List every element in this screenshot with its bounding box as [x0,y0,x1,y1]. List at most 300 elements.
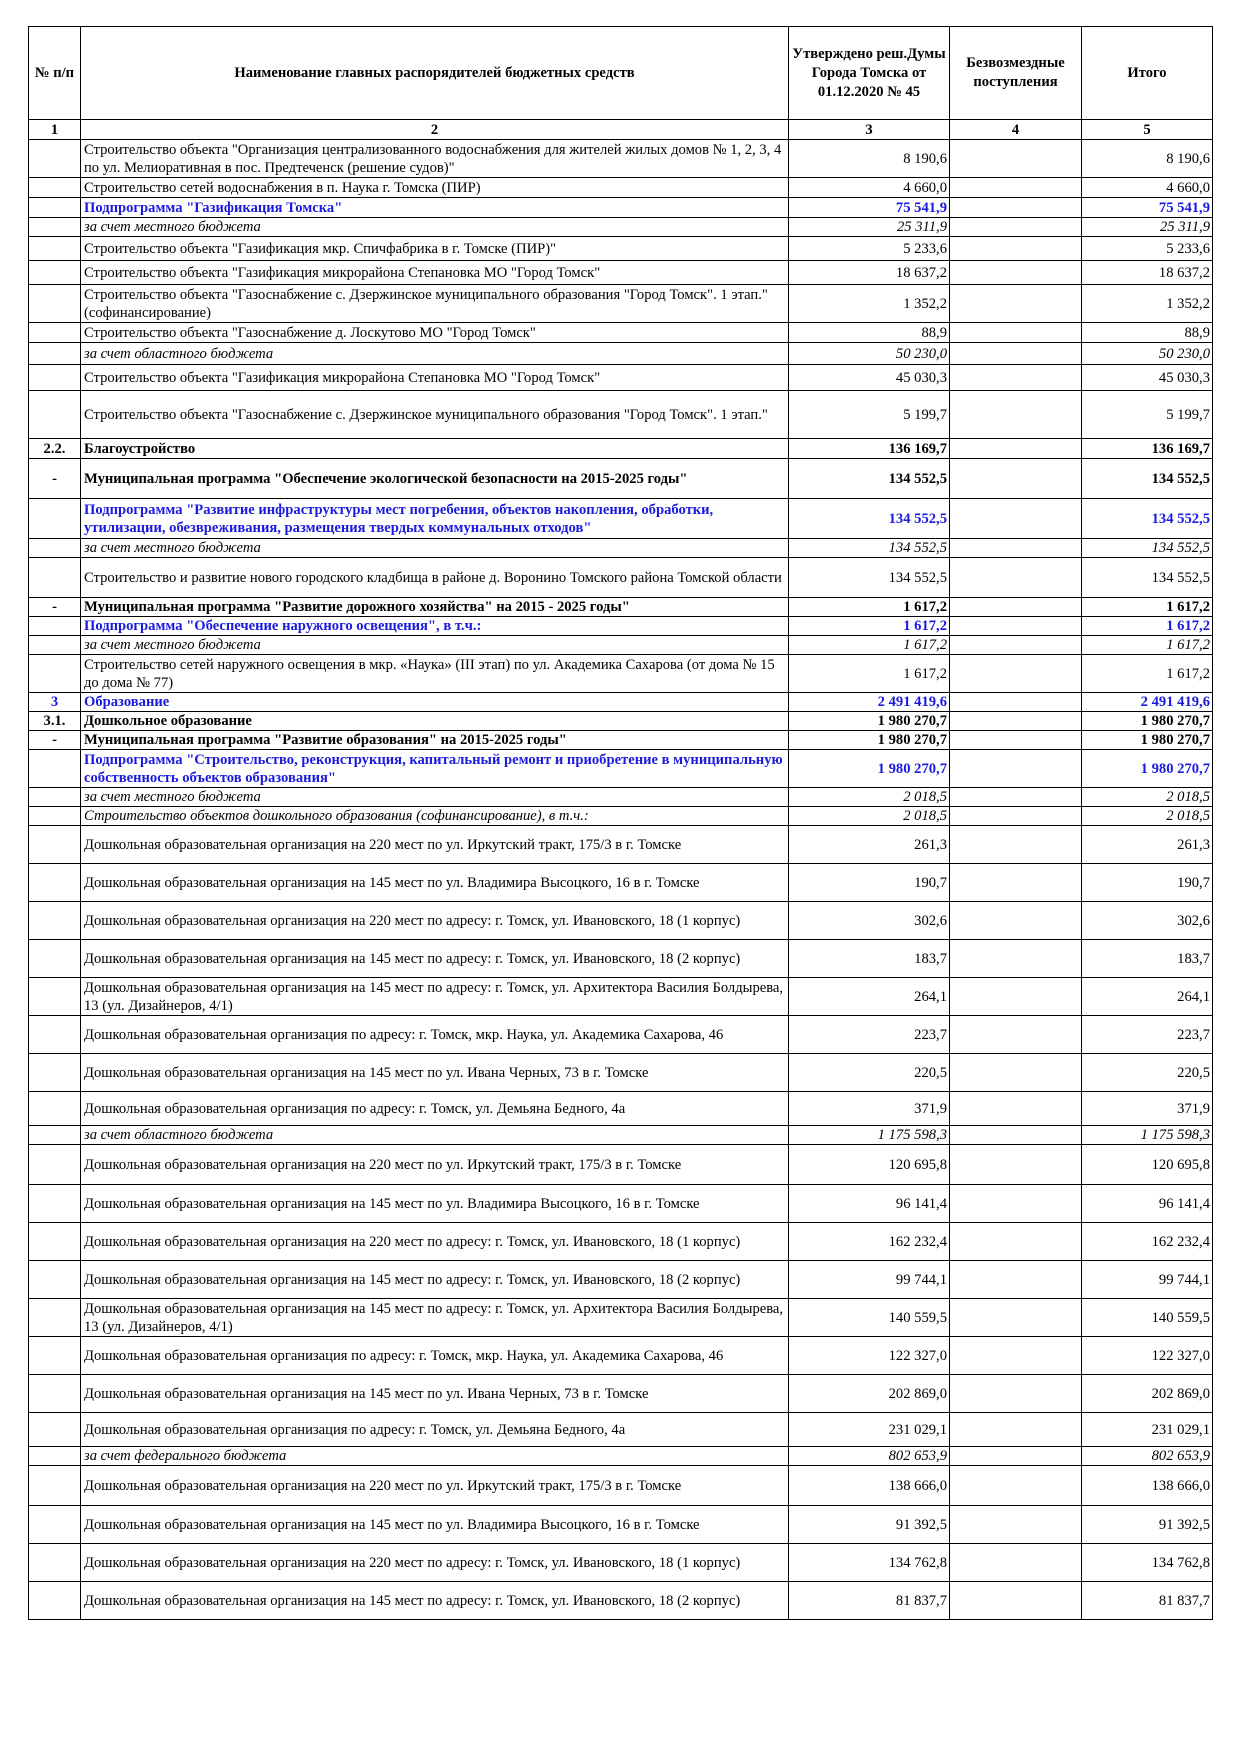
row-total-value: 1 617,2 [1082,636,1213,655]
header-num: № п/п [29,27,81,120]
row-total-value: 134 552,5 [1082,499,1213,539]
row-grants-value [950,1299,1082,1337]
row-total-value: 134 552,5 [1082,459,1213,499]
table-row [29,940,1213,978]
row-approved-value: 371,9 [789,1092,950,1126]
row-total-value: 261,3 [1082,826,1213,864]
row-number [29,323,81,343]
row-total-value: 802 653,9 [1082,1447,1213,1466]
row-approved-value: 220,5 [789,1054,950,1092]
row-grants-value [950,902,1082,940]
row-grants-value [950,617,1082,636]
row-grants-value [950,807,1082,826]
row-name: Строительство объекта "Газоснабжение с. Дзержинское муниципального образования "Город Томск". 1 этап." [81,391,789,439]
header-grants: Безвозмездные поступления [950,27,1082,120]
row-total-value: 91 392,5 [1082,1506,1213,1544]
row-name: Подпрограмма "Обеспечение наружного освещения", в т.ч.: [81,617,789,636]
table-row [29,902,1213,940]
row-grants-value [950,1092,1082,1126]
row-grants-value [950,1544,1082,1582]
row-number [29,1054,81,1092]
row-name: Муниципальная программа "Обеспечение экологической безопасности на 2015-2025 годы" [81,459,789,499]
row-name: за счет местного бюджета [81,636,789,655]
row-approved-value: 81 837,7 [789,1582,950,1620]
row-grants-value [950,323,1082,343]
table-row [29,1261,1213,1299]
row-number [29,864,81,902]
row-grants-value [950,1582,1082,1620]
row-total-value: 136 169,7 [1082,439,1213,459]
row-number [29,1506,81,1544]
row-grants-value [950,365,1082,391]
table-row [29,693,1213,712]
row-number [29,218,81,237]
row-number: 2.2. [29,439,81,459]
table-row [29,499,1213,539]
row-grants-value [950,1337,1082,1375]
table-row [29,1092,1213,1126]
header-approved: Утверждено реш.Думы Города Томска от 01.12.2020 № 45 [789,27,950,120]
row-approved-value: 202 869,0 [789,1375,950,1413]
row-name: Подпрограмма "Газификация Томска" [81,198,789,218]
row-grants-value [950,864,1082,902]
table-row [29,636,1213,655]
row-number [29,285,81,323]
table-row [29,237,1213,261]
table-row [29,826,1213,864]
row-approved-value: 134 762,8 [789,1544,950,1582]
column-number: 5 [1082,120,1213,140]
row-total-value: 1 617,2 [1082,617,1213,636]
row-name: Строительство и развитие нового городского кладбища в районе д. Воронино Томского района Томской области [81,558,789,598]
table-row [29,285,1213,323]
column-number: 1 [29,120,81,140]
row-grants-value [950,731,1082,750]
row-name: Дошкольная образовательная организация по адресу: г. Томск, ул. Демьяна Бедного, 4а [81,1092,789,1126]
row-approved-value: 134 552,5 [789,499,950,539]
row-number [29,198,81,218]
row-total-value: 1 980 270,7 [1082,750,1213,788]
row-total-value: 96 141,4 [1082,1185,1213,1223]
table-row [29,1223,1213,1261]
row-name: Дошкольная образовательная организация на 220 мест по ул. Иркутский тракт, 175/3 в г. Томске [81,826,789,864]
row-number [29,391,81,439]
row-name: Строительство объекта "Газификация микрорайона Степановка МО "Город Томск" [81,261,789,285]
row-total-value: 2 491 419,6 [1082,693,1213,712]
row-approved-value: 5 199,7 [789,391,950,439]
row-total-value: 231 029,1 [1082,1413,1213,1447]
row-name: за счет областного бюджета [81,1126,789,1145]
row-grants-value [950,1261,1082,1299]
row-total-value: 220,5 [1082,1054,1213,1092]
row-name: Подпрограмма "Строительство, реконструкция, капитальный ремонт и приобретение в муниципальную собственность объектов образования" [81,750,789,788]
row-number [29,1337,81,1375]
row-total-value: 88,9 [1082,323,1213,343]
column-number: 4 [950,120,1082,140]
row-approved-value: 5 233,6 [789,237,950,261]
table-row [29,365,1213,391]
row-total-value: 99 744,1 [1082,1261,1213,1299]
row-name: Дошкольная образовательная организация на 145 мест по адресу: г. Томск, ул. Ивановского, 18 (2 корпус) [81,1261,789,1299]
row-number [29,1299,81,1337]
table-row [29,1016,1213,1054]
table-row [29,459,1213,499]
row-total-value: 50 230,0 [1082,343,1213,365]
row-number [29,178,81,198]
row-number [29,788,81,807]
row-approved-value: 190,7 [789,864,950,902]
table-row [29,598,1213,617]
row-name: Дошкольная образовательная организация на 220 мест по адресу: г. Томск, ул. Ивановского, 18 (1 корпус) [81,1544,789,1582]
row-number [29,1466,81,1506]
row-approved-value: 138 666,0 [789,1466,950,1506]
row-name: Дошкольная образовательная организация по адресу: г. Томск, мкр. Наука, ул. Академика Сахарова, 46 [81,1016,789,1054]
table-row [29,1054,1213,1092]
row-grants-value [950,237,1082,261]
table-row [29,198,1213,218]
budget-document [28,26,1212,1620]
row-approved-value: 1 617,2 [789,655,950,693]
row-total-value: 134 552,5 [1082,558,1213,598]
row-number [29,1185,81,1223]
row-total-value: 1 175 598,3 [1082,1126,1213,1145]
row-grants-value [950,391,1082,439]
row-approved-value: 18 637,2 [789,261,950,285]
row-total-value: 5 199,7 [1082,391,1213,439]
row-approved-value: 183,7 [789,940,950,978]
row-name: Дошкольная образовательная организация на 145 мест по ул. Ивана Черных, 73 в г. Томске [81,1054,789,1092]
row-total-value: 202 869,0 [1082,1375,1213,1413]
row-name: Строительство сетей водоснабжения в п. Наука г. Томска (ПИР) [81,178,789,198]
row-grants-value [950,218,1082,237]
row-name: Дошкольная образовательная организация на 145 мест по адресу: г. Томск, ул. Архитектора Василия Болдырева, 13 (ул. Дизайнеров, 4/1) [81,978,789,1016]
row-approved-value: 50 230,0 [789,343,950,365]
row-approved-value: 1 175 598,3 [789,1126,950,1145]
row-grants-value [950,788,1082,807]
row-number [29,1016,81,1054]
row-approved-value: 2 491 419,6 [789,693,950,712]
row-number [29,902,81,940]
row-grants-value [950,285,1082,323]
row-grants-value [950,261,1082,285]
row-grants-value [950,1016,1082,1054]
row-name: Муниципальная программа "Развитие образования" на 2015-2025 годы" [81,731,789,750]
row-number: 3.1. [29,712,81,731]
row-approved-value: 8 190,6 [789,140,950,178]
column-number: 3 [789,120,950,140]
row-grants-value [950,940,1082,978]
row-grants-value [950,1185,1082,1223]
row-approved-value: 120 695,8 [789,1145,950,1185]
row-grants-value [950,539,1082,558]
row-approved-value: 231 029,1 [789,1413,950,1447]
table-body [29,140,1213,1620]
row-number [29,940,81,978]
row-name: Строительство объекта "Газификация мкр. Спичфабрика в г. Томске (ПИР)" [81,237,789,261]
row-total-value: 302,6 [1082,902,1213,940]
table-row [29,1466,1213,1506]
row-name: Дошкольная образовательная организация на 220 мест по ул. Иркутский тракт, 175/3 в г. Томске [81,1145,789,1185]
row-total-value: 1 617,2 [1082,598,1213,617]
row-name: Дошкольная образовательная организация на 145 мест по адресу: г. Томск, ул. Архитектора Василия Болдырева, 13 (ул. Дизайнеров, 4/1) [81,1299,789,1337]
row-grants-value [950,826,1082,864]
table-row [29,178,1213,198]
row-approved-value: 136 169,7 [789,439,950,459]
row-approved-value: 45 030,3 [789,365,950,391]
row-approved-value: 25 311,9 [789,218,950,237]
table-row [29,539,1213,558]
row-approved-value: 1 980 270,7 [789,750,950,788]
row-number [29,499,81,539]
row-name: Дошкольная образовательная организация на 145 мест по ул. Владимира Высоцкого, 16 в г. Томске [81,1185,789,1223]
row-approved-value: 1 617,2 [789,598,950,617]
table-row [29,1145,1213,1185]
table-row [29,1185,1213,1223]
row-grants-value [950,558,1082,598]
table-row [29,864,1213,902]
table-row [29,978,1213,1016]
row-name: Дошкольная образовательная организация на 220 мест по ул. Иркутский тракт, 175/3 в г. Томске [81,1466,789,1506]
row-total-value: 190,7 [1082,864,1213,902]
row-approved-value: 162 232,4 [789,1223,950,1261]
row-total-value: 134 762,8 [1082,1544,1213,1582]
table-row [29,323,1213,343]
table-row [29,1126,1213,1145]
row-name: Образование [81,693,789,712]
row-name: Строительство объектов дошкольного образования (софинансирование), в т.ч.: [81,807,789,826]
row-total-value: 1 980 270,7 [1082,731,1213,750]
table-row [29,617,1213,636]
row-total-value: 264,1 [1082,978,1213,1016]
table-row [29,807,1213,826]
table-row [29,1413,1213,1447]
row-approved-value: 1 352,2 [789,285,950,323]
row-number [29,1126,81,1145]
row-name: за счет местного бюджета [81,788,789,807]
table-row [29,788,1213,807]
row-approved-value: 261,3 [789,826,950,864]
row-number [29,636,81,655]
row-approved-value: 75 541,9 [789,198,950,218]
row-total-value: 162 232,4 [1082,1223,1213,1261]
row-number [29,1375,81,1413]
row-number: 3 [29,693,81,712]
row-number: - [29,731,81,750]
row-name: за счет местного бюджета [81,218,789,237]
row-grants-value [950,1223,1082,1261]
table-row [29,1337,1213,1375]
row-name: Дошкольная образовательная организация на 145 мест по ул. Ивана Черных, 73 в г. Томске [81,1375,789,1413]
row-grants-value [950,343,1082,365]
row-approved-value: 96 141,4 [789,1185,950,1223]
row-approved-value: 2 018,5 [789,807,950,826]
row-number [29,365,81,391]
row-total-value: 183,7 [1082,940,1213,978]
row-approved-value: 134 552,5 [789,558,950,598]
row-approved-value: 99 744,1 [789,1261,950,1299]
table-row [29,750,1213,788]
row-grants-value [950,499,1082,539]
row-approved-value: 802 653,9 [789,1447,950,1466]
row-approved-value: 1 617,2 [789,617,950,636]
row-grants-value [950,1447,1082,1466]
row-approved-value: 302,6 [789,902,950,940]
row-total-value: 1 617,2 [1082,655,1213,693]
row-number [29,1092,81,1126]
row-number [29,261,81,285]
table-row [29,655,1213,693]
row-total-value: 5 233,6 [1082,237,1213,261]
row-grants-value [950,1506,1082,1544]
row-name: Строительство сетей наружного освещения в мкр. «Наука» (III этап) по ул. Академика Сахарова (от дома № 15 до дома № 77) [81,655,789,693]
row-number [29,343,81,365]
row-total-value: 140 559,5 [1082,1299,1213,1337]
row-total-value: 45 030,3 [1082,365,1213,391]
row-number [29,1261,81,1299]
row-grants-value [950,459,1082,499]
row-total-value: 1 352,2 [1082,285,1213,323]
column-number-row [29,120,1213,140]
header-total: Итого [1082,27,1213,120]
row-name: за счет федерального бюджета [81,1447,789,1466]
row-number [29,539,81,558]
table-row [29,1582,1213,1620]
row-total-value: 120 695,8 [1082,1145,1213,1185]
row-name: Строительство объекта "Газоснабжение д. Лоскутово МО "Город Томск" [81,323,789,343]
row-total-value: 8 190,6 [1082,140,1213,178]
row-grants-value [950,1054,1082,1092]
row-grants-value [950,636,1082,655]
row-number [29,617,81,636]
row-total-value: 4 660,0 [1082,178,1213,198]
row-approved-value: 122 327,0 [789,1337,950,1375]
row-name: Строительство объекта "Организация централизованного водоснабжения для жителей жилых домов № 1, 2, 3, 4 по ул. Мелиоративная в пос. Предтеченск (решение судов)" [81,140,789,178]
row-total-value: 2 018,5 [1082,788,1213,807]
row-number [29,807,81,826]
table-row [29,731,1213,750]
table-row [29,261,1213,285]
row-grants-value [950,439,1082,459]
row-total-value: 1 980 270,7 [1082,712,1213,731]
row-number [29,558,81,598]
row-total-value: 81 837,7 [1082,1582,1213,1620]
row-number: - [29,598,81,617]
row-total-value: 2 018,5 [1082,807,1213,826]
row-name: Дошкольная образовательная организация по адресу: г. Томск, ул. Демьяна Бедного, 4а [81,1413,789,1447]
row-approved-value: 2 018,5 [789,788,950,807]
table-row [29,558,1213,598]
row-number [29,1447,81,1466]
row-name: Дошкольная образовательная организация на 145 мест по ул. Владимира Высоцкого, 16 в г. Томске [81,864,789,902]
row-number [29,237,81,261]
row-approved-value: 1 980 270,7 [789,712,950,731]
row-total-value: 371,9 [1082,1092,1213,1126]
row-total-value: 25 311,9 [1082,218,1213,237]
row-number [29,655,81,693]
row-approved-value: 140 559,5 [789,1299,950,1337]
row-approved-value: 223,7 [789,1016,950,1054]
row-number [29,140,81,178]
row-total-value: 138 666,0 [1082,1466,1213,1506]
table-row [29,439,1213,459]
row-grants-value [950,750,1082,788]
row-approved-value: 134 552,5 [789,459,950,499]
row-grants-value [950,140,1082,178]
row-name: Дошкольная образовательная организация на 145 мест по ул. Владимира Высоцкого, 16 в г. Томске [81,1506,789,1544]
row-name: Дошкольная образовательная организация на 145 мест по адресу: г. Томск, ул. Ивановского, 18 (2 корпус) [81,940,789,978]
row-name: Дошкольная образовательная организация на 145 мест по адресу: г. Томск, ул. Ивановского, 18 (2 корпус) [81,1582,789,1620]
column-number: 2 [81,120,789,140]
row-total-value: 18 637,2 [1082,261,1213,285]
row-grants-value [950,1375,1082,1413]
row-grants-value [950,1466,1082,1506]
row-name: Строительство объекта "Газификация микрорайона Степановка МО "Город Томск" [81,365,789,391]
row-number [29,1223,81,1261]
row-approved-value: 91 392,5 [789,1506,950,1544]
table-row [29,1299,1213,1337]
row-name: Дошкольная образовательная организация на 220 мест по адресу: г. Томск, ул. Ивановского, 18 (1 корпус) [81,1223,789,1261]
row-grants-value [950,598,1082,617]
row-name: Дошкольная образовательная организация на 220 мест по адресу: г. Томск, ул. Ивановского, 18 (1 корпус) [81,902,789,940]
row-total-value: 75 541,9 [1082,198,1213,218]
row-approved-value: 1 980 270,7 [789,731,950,750]
table-row [29,1447,1213,1466]
table-row [29,140,1213,178]
row-number [29,750,81,788]
table-row [29,1506,1213,1544]
row-total-value: 134 552,5 [1082,539,1213,558]
row-number [29,1413,81,1447]
row-total-value: 122 327,0 [1082,1337,1213,1375]
row-grants-value [950,712,1082,731]
table-row [29,218,1213,237]
row-number [29,826,81,864]
header-name: Наименование главных распорядителей бюджетных средств [81,27,789,120]
table-header-row [29,27,1213,120]
row-name: Строительство объекта "Газоснабжение с. Дзержинское муниципального образования "Город Томск". 1 этап." (софинансирование) [81,285,789,323]
row-name: за счет местного бюджета [81,539,789,558]
row-name: Дошкольное образование [81,712,789,731]
row-approved-value: 134 552,5 [789,539,950,558]
row-grants-value [950,693,1082,712]
table-row [29,343,1213,365]
row-number [29,1544,81,1582]
row-grants-value [950,198,1082,218]
table-row [29,391,1213,439]
row-grants-value [950,178,1082,198]
row-number: - [29,459,81,499]
row-grants-value [950,1126,1082,1145]
row-number [29,1145,81,1185]
row-number [29,1582,81,1620]
table-row [29,1375,1213,1413]
row-name: Подпрограмма "Развитие инфраструктуры мест погребения, объектов накопления, обработки, утилизации, обезвреживания, размещения твердых коммунальных отходов" [81,499,789,539]
row-grants-value [950,1413,1082,1447]
row-approved-value: 88,9 [789,323,950,343]
table-row [29,712,1213,731]
row-approved-value: 264,1 [789,978,950,1016]
row-name: Благоустройство [81,439,789,459]
row-grants-value [950,1145,1082,1185]
budget-table [28,26,1213,1620]
row-total-value: 223,7 [1082,1016,1213,1054]
row-name: за счет областного бюджета [81,343,789,365]
row-approved-value: 4 660,0 [789,178,950,198]
row-grants-value [950,978,1082,1016]
table-row [29,1544,1213,1582]
row-grants-value [950,655,1082,693]
row-approved-value: 1 617,2 [789,636,950,655]
